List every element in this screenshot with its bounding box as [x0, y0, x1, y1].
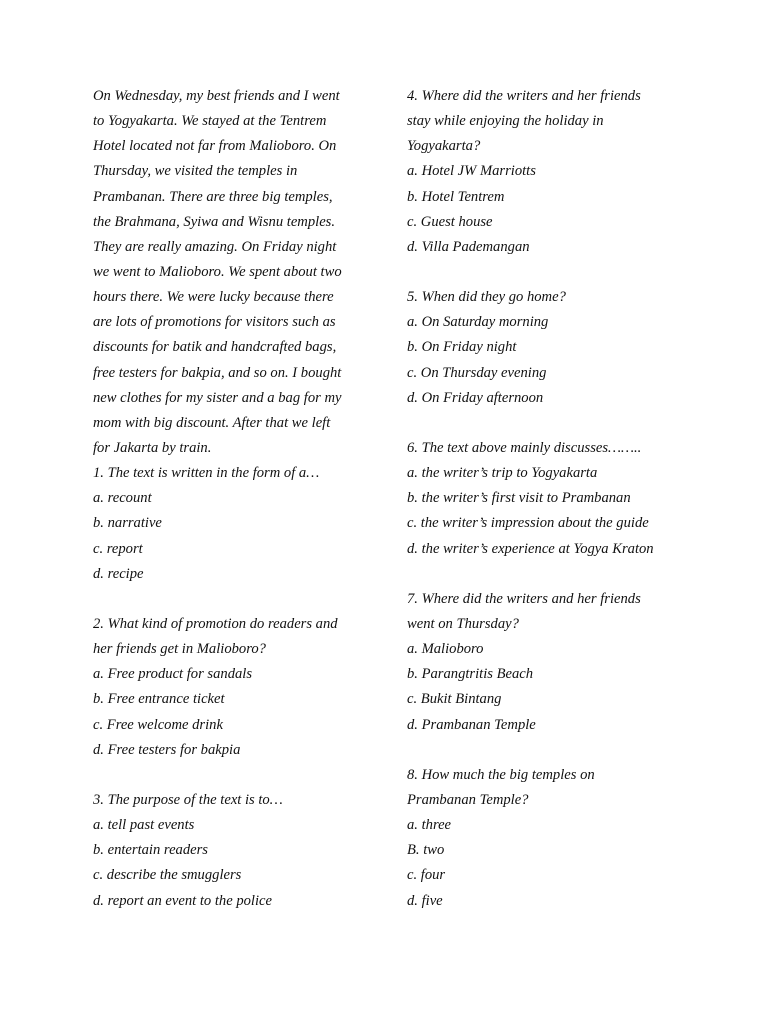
question-text: Yogyakarta?	[407, 138, 481, 155]
passage-line: for Jakarta by train.	[93, 439, 212, 456]
option-b: b. entertain readers	[93, 842, 208, 859]
question-2	[93, 612, 383, 763]
option-b: b. Parangtritis Beach	[407, 666, 534, 683]
question-text: 7. Where did the writers and her friends	[407, 590, 641, 607]
option-a: a. recount	[93, 490, 152, 507]
question-text: went on Thursday?	[407, 615, 519, 632]
question-text: Prambanan Temple?	[407, 791, 529, 808]
option-c: c. four	[407, 867, 446, 884]
option-a: a. On Saturday morning	[407, 314, 549, 331]
spacer	[407, 562, 707, 587]
question-text: 3. The purpose of the text is to…	[93, 791, 283, 808]
option-a: a. Free product for sandals	[93, 666, 253, 683]
question-text: 5. When did they go home?	[407, 289, 566, 306]
spacer	[407, 411, 707, 436]
passage-line: discounts for batik and handcrafted bags,	[93, 339, 337, 356]
question-text: 1. The text is written in the form of a…	[93, 465, 320, 482]
passage-line: mom with big discount. After that we left	[93, 414, 331, 431]
left-column	[93, 84, 383, 914]
question-7	[407, 587, 707, 738]
question-6	[407, 436, 707, 562]
option-a: a. Malioboro	[407, 641, 484, 658]
option-d: d. Villa Pademangan	[407, 238, 530, 255]
option-d: d. On Friday afternoon	[407, 389, 544, 406]
question-text: 4. Where did the writers and her friends	[407, 88, 641, 104]
question-text: 8. How much the big temples on	[407, 766, 595, 783]
question-text: 2. What kind of promotion do readers and	[93, 615, 338, 632]
passage-line: They are really amazing. On Friday night	[93, 238, 337, 255]
option-d: d. recipe	[93, 565, 144, 582]
question-5	[407, 285, 707, 411]
question-text: her friends get in Malioboro?	[93, 641, 266, 658]
question-8	[407, 763, 707, 914]
option-c: c. the writer’s impression about the guide	[407, 515, 649, 532]
spacer	[93, 587, 383, 612]
option-b: b. the writer’s first visit to Prambanan	[407, 490, 631, 507]
option-a: a. tell past events	[93, 817, 195, 834]
passage-line: hours there. We were lucky because there	[93, 289, 334, 306]
question-text: 6. The text above mainly discusses……..	[407, 439, 642, 456]
question-text: stay while enjoying the holiday in	[407, 113, 604, 130]
passage-line: the Brahmana, Syiwa and Wisnu temples.	[93, 213, 335, 230]
option-d: d. the writer’s experience at Yogya Kraton	[407, 540, 654, 557]
passage-line: Thursday, we visited the temples in	[93, 163, 298, 180]
option-a: a. three	[407, 817, 452, 834]
option-b: B. two	[407, 842, 445, 859]
option-c: c. report	[93, 540, 143, 557]
option-c: c. Guest house	[407, 213, 493, 230]
option-d: d. Prambanan Temple	[407, 716, 536, 733]
option-c: c. describe the smugglers	[93, 867, 242, 884]
option-a: a. Hotel JW Marriotts	[407, 163, 536, 180]
option-c: c. On Thursday evening	[407, 364, 547, 381]
option-d: d. Free testers for bakpia	[93, 741, 241, 758]
question-4	[407, 84, 707, 260]
option-b: b. Hotel Tentrem	[407, 188, 505, 205]
reading-passage	[93, 84, 383, 461]
question-3	[93, 788, 383, 914]
option-d: d. report an event to the police	[93, 892, 272, 909]
passage-line: free testers for bakpia, and so on. I bought	[93, 364, 342, 381]
option-b: b. Free entrance ticket	[93, 691, 225, 708]
spacer	[93, 763, 383, 788]
right-column	[407, 84, 707, 914]
passage-line: Prambanan. There are three big temples,	[93, 188, 333, 205]
question-1	[93, 461, 383, 587]
spacer	[407, 738, 707, 763]
option-c: c. Free welcome drink	[93, 716, 223, 733]
option-b: b. On Friday night	[407, 339, 517, 356]
option-d: d. five	[407, 892, 443, 909]
passage-line: Hotel located not far from Malioboro. On	[93, 138, 337, 155]
passage-line: are lots of promotions for visitors such as	[93, 314, 336, 331]
option-a: a. the writer’s trip to Yogyakarta	[407, 465, 598, 482]
passage-line: to Yogyakarta. We stayed at the Tentrem	[93, 113, 327, 130]
passage-line: we went to Malioboro. We spent about two	[93, 263, 342, 280]
passage-line: On Wednesday, my best friends and I went	[93, 88, 340, 104]
passage-line: new clothes for my sister and a bag for my	[93, 389, 342, 406]
option-b: b. narrative	[93, 515, 162, 532]
option-c: c. Bukit Bintang	[407, 691, 502, 708]
spacer	[407, 260, 707, 285]
